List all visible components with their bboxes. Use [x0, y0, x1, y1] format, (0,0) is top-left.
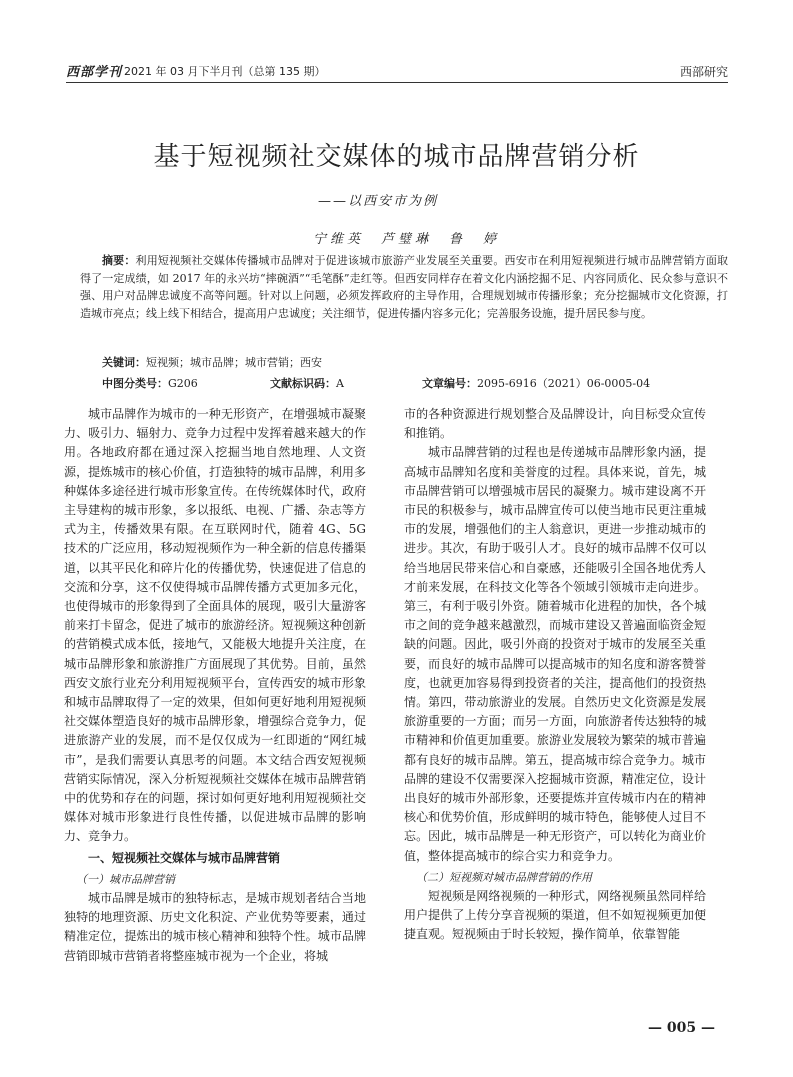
paragraph: 短视频是网络视频的一种形式，网络视频虽然同样给用户提供了上传分享音视频的渠道，但不如短视频更加便捷直观。短视频由于时长较短，操作简单，依靠智能 [404, 889, 706, 942]
article-subtitle: ——以西安市为例 [318, 194, 439, 209]
keywords-text: 短视频；城市品牌；城市营销；西安 [146, 356, 322, 369]
keywords [102, 354, 322, 370]
journal-logo: 西部学刊 [66, 65, 123, 80]
issue-info: 2021 年 03 月下半月刊（总第 135 期） [124, 65, 326, 78]
abstract-text: 利用短视频社交媒体传播城市品牌对于促进该城市旅游产业发展至关重要。西安市在利用短视频进行城市品牌营销方面取得了一定成绩，如 2017 年的永兴坊“摔碗酒”“毛笔酥”走红等。但西安同样存在着文化内涵挖掘不足、内容同质化、民众参与意识不强、用户对品牌忠诚度不高等问题。针对以上问题，必须发挥政府的主导作用，合理规划城市传播形象；充分挖掘城市文化资源，打造城市亮点；线上线下相结合，提高用户忠诚度；关注细节，促进传播内容多元化；完善服务设施，提升居民参与度。 [80, 254, 728, 320]
paragraph: 城市品牌是城市的独特标志，是城市规划者结合当地独特的地理资源、历史文化积淀、产业优势等要素，通过精准定位，提炼出的城市核心精神和独特个性。城市品牌营销即城市营销者将整座城市视为一个企业，将城 [64, 891, 366, 963]
paragraph: 城市品牌作为城市的一种无形资产，在增强城市凝聚力、吸引力、辐射力、竞争力过程中发挥着越来越大的作用。各地政府都在通过深入挖掘当地自然地理、人文资源，提炼城市的核心价值，打造独特的城市品牌，利用多种媒体多途径进行城市形象宣传。在传统媒体时代，政府主导建构的城市形象，多以报纸、电视、广播、杂志等方式为主，传播效果有限。在互联网时代，随着 4G、5G 技术的广泛应用，移动短视频作为一种全新的信息传播渠道，以其平民化和碎片化的传播优势，快速促进了信息的交流和分享，这不仅使得城市品牌传播方式更加多元化，也使得城市的形象得到了全面具体的展现，吸引大量游客前来打卡留念，促进了城市的旅游经济。短视频这种创新的营销模式成本低，接地气，又能极大地提升关注度，在城市品牌形象和旅游推广方面展现了其优势。目前，虽然西安文旅行业充分利用短视频平台，宣传西安的城市形象和城市品牌取得了一定的效果，但如何更好地利用短视频社交媒体塑造良好的城市品牌形象，增强综合竞争力，促进旅游产业的发展，而不是仅仅成为一红即逝的“网红城市”，是我们需要认真思考的问题。本文结合西安短视频营销实际情况，深入分析短视频社交媒体在城市品牌营销中的优势和存在的问题，探讨如何更好地利用短视频社交媒体对城市形象进行良性传播，以促进城市品牌的影响力、竞争力。 [64, 407, 366, 844]
article-title: 基于短视频社交媒体的城市品牌营销分析 [153, 142, 640, 172]
article-number: 文章编号：2095-6916（2021）06-0005-04 [422, 377, 651, 390]
body-column-right [404, 405, 706, 945]
paragraph: 市的各种资源进行规划整合及品牌设计，向目标受众宣传和推销。 [404, 407, 706, 441]
keywords-label: 关键词： [102, 356, 146, 369]
section-name: 西部研究 [679, 65, 728, 79]
subsection-heading: （二）短视频对城市品牌营销的作用 [416, 870, 592, 884]
abstract-label: 摘要： [102, 254, 136, 267]
running-header [66, 58, 728, 83]
paragraph: 城市品牌营销的过程也是传递城市品牌形象内涵，提高城市品牌知名度和美誉度的过程。具体来说，首先，城市品牌营销可以增强城市居民的凝聚力。城市建设离不开市民的积极参与，城市品牌宣传可以使当地市民更注重城市的发展，增强他们的主人翁意识，更进一步推动城市的进步。其次，有助于吸引人才。良好的城市品牌不仅可以给当地居民带来信心和自豪感，还能吸引全国各地优秀人才前来发展，在科技文化等各个领域引领城市走向进步。第三，有利于吸引外资。随着城市化进程的加快，各个城市之间的竞争越来越激烈，而城市建设又普遍面临资金短缺的问题。因此，吸引外商的投资对于城市的发展至关重要，而良好的城市品牌可以提高城市的知名度和游客赞誉度，也就更加容易得到投资者的关注，提高他们的投资热情。第四，带动旅游业的发展。自然历史文化资源是发展旅游重要的一方面；而另一方面，向旅游者传达独特的城市精神和价值更加重要。旅游业发展较为繁荣的城市普遍都有良好的城市品牌。第五，提高城市综合竞争力。城市品牌的建设不仅需要深入挖掘城市资源，精准定位，设计出良好的城市外部形象，还要提炼并宣传城市内在的精神核心和优势价值，形成鲜明的城市特色，能够使人过目不忘。因此，城市品牌是一种无形资产，可以转化为商业价值，整体提高城市的综合实力和竞争力。 [404, 445, 706, 863]
author-list: 宁维英 芦璧琳 鲁 婷 [313, 232, 501, 247]
body-column-left [64, 405, 366, 966]
section-heading: 一、短视频社交媒体与城市品牌营销 [88, 850, 281, 865]
page-number: — 005 — [648, 1020, 715, 1036]
subsection-heading: （一）城市品牌营销 [76, 872, 175, 886]
document-code: 文献标识码：A [270, 377, 344, 390]
abstract [80, 252, 728, 322]
clc-number: 中图分类号：G206 [102, 377, 198, 390]
